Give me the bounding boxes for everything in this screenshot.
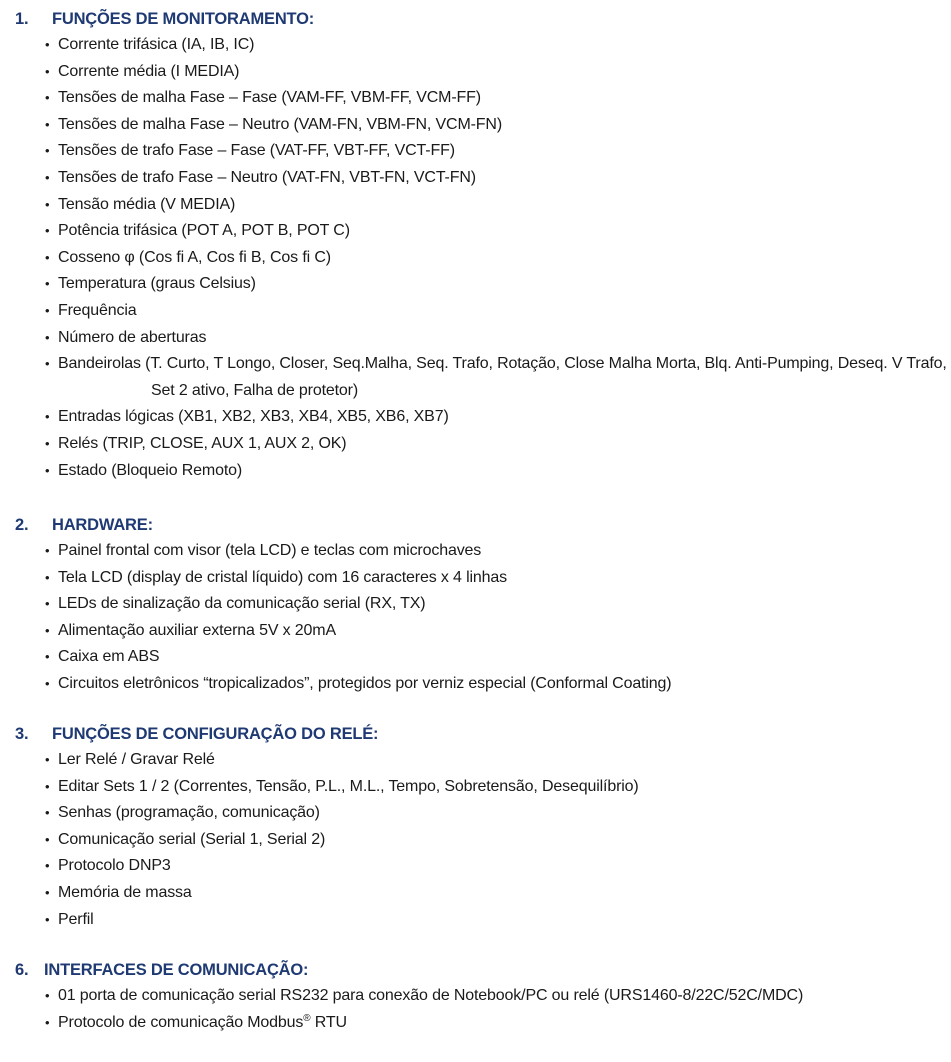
list-item: • Circuitos eletrônicos “tropicalizados”, protegidos por verniz especial (Conformal Coating) <box>0 671 951 698</box>
list-item: • Bandeirolas (T. Curto, T Longo, Closer, Seq.Malha, Seq. Trafo, Rotação, Close Malha Morta, Blq. Anti-Pumping, Deseq. V Trafo, <box>0 351 951 378</box>
bullet-icon: • <box>45 884 50 900</box>
list-item: • Número de aberturas <box>0 325 951 352</box>
list-item: • Protocolo DNP3 <box>0 853 951 880</box>
list-item: • Frequência <box>0 298 951 325</box>
list-item: • Corrente média (I MEDIA) <box>0 59 951 86</box>
list-item: • Temperatura (graus Celsius) <box>0 271 951 298</box>
list-item: • Alimentação auxiliar externa 5V x 20mA <box>0 618 951 645</box>
bullet-icon: • <box>45 858 50 874</box>
bullet-icon: • <box>45 778 50 794</box>
section-relay-configuration <box>0 721 951 933</box>
bullet-icon: • <box>45 675 50 691</box>
bullet-icon: • <box>45 116 50 132</box>
bullet-icon: • <box>45 462 50 478</box>
section-number: 6. <box>15 961 29 979</box>
list-item: • Caixa em ABS <box>0 644 951 671</box>
bullet-icon: • <box>45 409 50 425</box>
list-item: • Memória de massa <box>0 880 951 907</box>
section-title: INTERFACES DE COMUNICAÇÃO: <box>44 961 309 979</box>
section-number: 3. <box>15 725 29 743</box>
bullet-icon: • <box>45 302 50 318</box>
bullet-icon: • <box>45 435 50 451</box>
list-item: • Editar Sets 1 / 2 (Correntes, Tensão, P.L., M.L., Tempo, Sobretensão, Desequilíbrio) <box>0 774 951 801</box>
bullet-icon: • <box>45 143 50 159</box>
bullet-icon: • <box>45 1014 50 1030</box>
section-heading <box>0 721 951 747</box>
section-monitoring <box>0 6 951 484</box>
bullet-icon: • <box>45 805 50 821</box>
bullet-icon: • <box>45 356 50 372</box>
bullet-icon: • <box>45 169 50 185</box>
section-number: 2. <box>15 516 29 534</box>
section-heading <box>0 6 951 32</box>
list-item: • Comunicação serial (Serial 1, Serial 2) <box>0 827 951 854</box>
list-item: • Tensão média (V MEDIA) <box>0 192 951 219</box>
list-item: • Senhas (programação, comunicação) <box>0 800 951 827</box>
bullet-icon: • <box>45 276 50 292</box>
bullet-icon: • <box>45 649 50 665</box>
section-title: FUNÇÕES DE MONITORAMENTO: <box>52 10 315 28</box>
section-communication-interfaces <box>0 957 951 1036</box>
bullet-icon: • <box>45 63 50 79</box>
bullet-icon: • <box>45 329 50 345</box>
section-title: FUNÇÕES DE CONFIGURAÇÃO DO RELÉ: <box>52 725 379 743</box>
list-item: • Relés (TRIP, CLOSE, AUX 1, AUX 2, OK) <box>0 431 951 458</box>
list-item: • Tensões de malha Fase – Fase (VAM-FF, VBM-FF, VCM-FF) <box>0 85 951 112</box>
registered-mark: ® <box>303 1012 311 1024</box>
bullet-icon: • <box>45 90 50 106</box>
bullet-icon: • <box>45 223 50 239</box>
bullet-icon: • <box>45 752 50 767</box>
list-item: • 01 porta de comunicação serial RS232 para conexão de Notebook/PC ou relé (URS1460-8/22C/52C/MDC) <box>0 983 951 1010</box>
bullet-icon: • <box>45 37 50 52</box>
bullet-icon: • <box>45 596 50 612</box>
list-item: • LEDs de sinalização da comunicação serial (RX, TX) <box>0 591 951 618</box>
list-item: • Ler Relé / Gravar Relé <box>0 747 951 774</box>
list-item: • Cosseno φ (Cos fi A, Cos fi B, Cos fi C) <box>0 245 951 272</box>
bullet-icon: • <box>45 988 50 1003</box>
list-item: • Corrente trifásica (IA, IB, IC) <box>0 32 951 59</box>
bullet-icon: • <box>45 196 50 212</box>
bullet-icon: • <box>45 911 50 927</box>
list-item: • Potência trifásica (POT A, POT B, POT C) <box>0 218 951 245</box>
section-number: 1. <box>15 10 29 28</box>
list-item: • Tela LCD (display de cristal líquido) com 16 caracteres x 4 linhas <box>0 565 951 592</box>
list-item: • Tensões de malha Fase – Neutro (VAM-FN, VBM-FN, VCM-FN) <box>0 112 951 139</box>
list-item: • Tensões de trafo Fase – Neutro (VAT-FN, VBT-FN, VCT-FN) <box>0 165 951 192</box>
list-item: • Estado (Bloqueio Remoto) <box>0 458 951 485</box>
list-item-continuation: Set 2 ativo, Falha de protetor) <box>151 381 359 399</box>
list-item: • Tensões de trafo Fase – Fase (VAT-FF, VBT-FF, VCT-FF) <box>0 138 951 165</box>
bullet-icon: • <box>45 543 50 558</box>
bullet-icon: • <box>45 569 50 585</box>
list-item: • Protocolo de comunicação Modbus® RTU <box>0 1010 951 1037</box>
section-title: HARDWARE: <box>52 516 153 534</box>
section-hardware <box>0 512 951 698</box>
list-item: • Painel frontal com visor (tela LCD) e teclas com microchaves <box>0 538 951 565</box>
list-item: • Entradas lógicas (XB1, XB2, XB3, XB4, XB5, XB6, XB7) <box>0 404 951 431</box>
section-heading <box>0 957 951 983</box>
section-heading <box>0 512 951 538</box>
bullet-icon: • <box>45 249 50 265</box>
bullet-icon: • <box>45 831 50 847</box>
list-item: • Perfil <box>0 907 951 934</box>
bullet-icon: • <box>45 622 50 638</box>
